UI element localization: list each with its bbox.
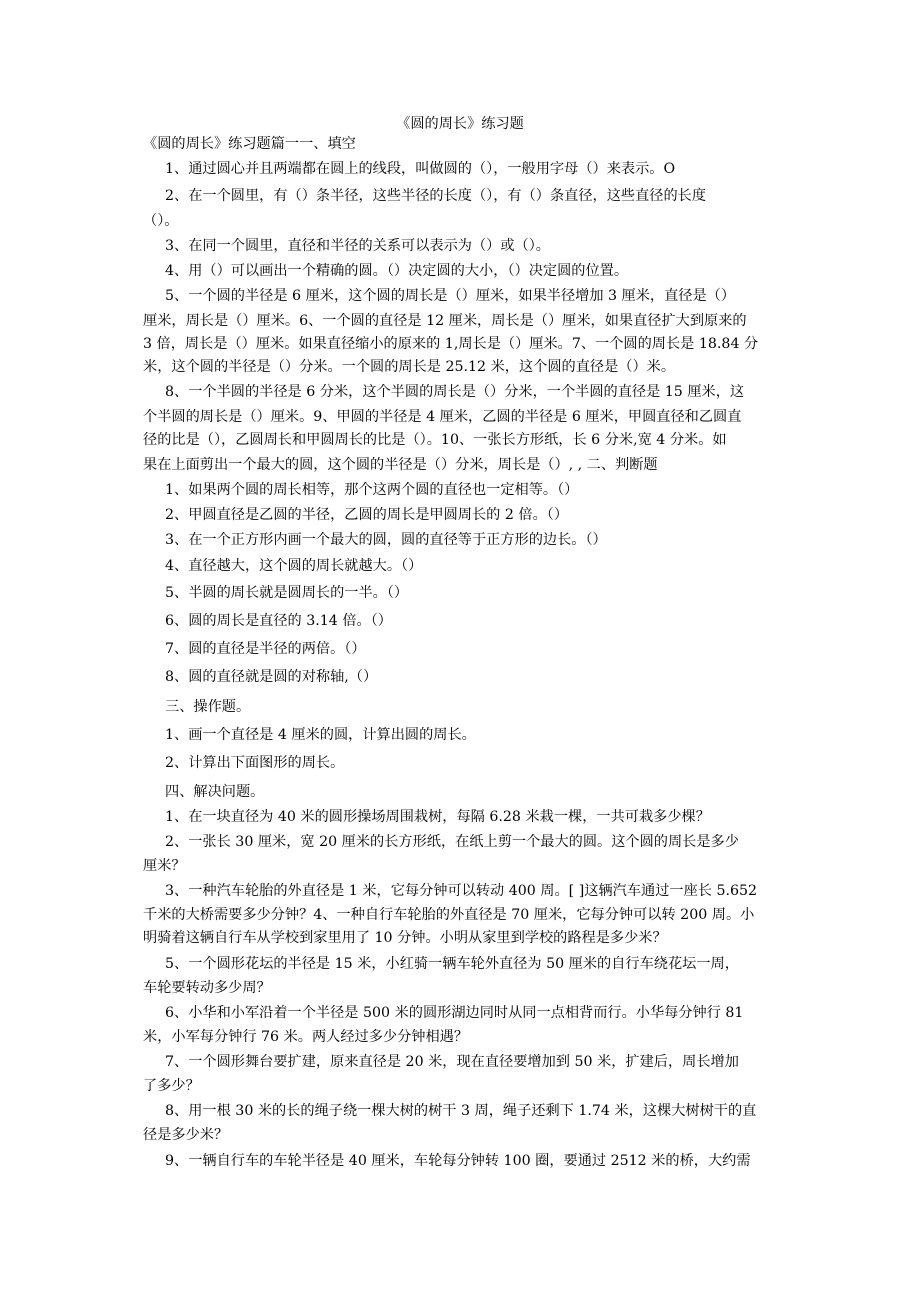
judgement-item: 1、如果两个圆的周长相等，那个这两个圆的直径也一定相等。（） bbox=[165, 482, 579, 498]
problem-line: 厘米？ bbox=[143, 858, 186, 874]
judgement-item: 8、圆的直径就是圆的对称轴,（） bbox=[165, 669, 378, 685]
section-heading-operation: 三、操作题。 bbox=[165, 699, 251, 715]
text-line: 果在上面剪出一个最大的圆，这个圆的半径是（）分米，周长是（）, , 二、判断题 bbox=[143, 457, 658, 473]
section-heading-fill-blank: 《圆的周长》练习题篇一一、填空 bbox=[143, 136, 356, 152]
judgement-item: 4、直径越大，这个圆的周长就越大。（） bbox=[165, 558, 423, 574]
judgement-item: 2、甲圆直径是乙圆的半径，乙圆的周长是甲圆周长的 2 倍。（） bbox=[165, 507, 569, 523]
text-line: 厘米，周长是（）厘米。6、一个圆的直径是 12 厘米，周长是（）厘米，如果直径扩大到原来的 bbox=[143, 313, 747, 329]
text-line: 4、用（）可以画出一个精确的圆。（）决定圆的大小，（）决定圆的位置。 bbox=[165, 263, 629, 279]
text-line: 个半圆的周长是（）厘米。9、甲圆的半径是 4 厘米，乙圆的半径是 6 厘米，甲圆直径和乙圆直 bbox=[143, 409, 742, 425]
text-line: 3 倍，周长是（）厘米。如果直径缩小的原来的 1,周长是（）厘米。7、一个圆的周长是 18.84 分 bbox=[143, 336, 759, 352]
problem-line: 千米的大桥需要多少分钟？4、一种自行车轮胎的外直径是 70 厘米，它每分钟可以转 200 周。小 bbox=[143, 907, 755, 923]
operation-item: 2、计算出下面图形的周长。 bbox=[165, 755, 345, 771]
problem-line: 5、一个圆形花坛的半径是 15 米，小红骑一辆车轮外直径为 50 厘米的自行车绕花坛一周， bbox=[165, 956, 739, 972]
judgement-item: 6、圆的周长是直径的 3.14 倍。（） bbox=[165, 613, 392, 629]
text-line: 径的比是（），乙圆周长和甲圆周长的比是（）。10、一张长方形纸，长 6 分米,宽 4 分米。如 bbox=[143, 432, 727, 448]
problem-line: 9、一辆自行车的车轮半径是 40 厘米，车轮每分钟转 100 圈，要通过 2512 米的桥，大约需 bbox=[165, 1153, 751, 1169]
text-line: 5、一个圆的半径是 6 厘米，这个圆的周长是（）厘米，如果半径增加 3 厘米，直径是（） bbox=[165, 288, 736, 304]
problem-line: 3、一种汽车轮胎的外直径是 1 米，它每分钟可以转动 400 周。[ ]这辆汽车通过一座长 5.652 bbox=[165, 883, 758, 899]
problem-line: 7、一个圆形舞台要扩建，原来直径是 20 米，现在直径要增加到 50 米，扩建后，周长增加 bbox=[165, 1054, 739, 1070]
text-line: （）。 bbox=[143, 213, 179, 229]
text-line: 米，这个圆的半径是（）分米。一个圆的周长是 25.12 米，这个圆的直径是（）米。 bbox=[143, 359, 676, 375]
problem-line: 米，小军每分钟行 76 米。两人经过多少分钟相遇？ bbox=[143, 1029, 469, 1045]
problem-line: 2、一张长 30 厘米，宽 20 厘米的长方形纸，在纸上剪一个最大的圆。这个圆的周长是多少 bbox=[165, 834, 739, 850]
text-line: 1、通过圆心并且两端都在圆上的线段，叫做圆的（），一般用字母（）来表示。O bbox=[165, 161, 676, 177]
problem-line: 6、小华和小军沿着一个半径是 500 米的圆形湖边同时从同一点相背而行。小华每分钟行 81 bbox=[165, 1005, 744, 1021]
problem-line: 径是多少米？ bbox=[143, 1127, 229, 1143]
problem-line: 明骑着这辆自行车从学校到家里用了 10 分钟。小明从家里到学校的路程是多少米？ bbox=[143, 930, 667, 946]
text-line: 8、一个半圆的半径是 6 分米，这个半圆的周长是（）分米，一个半圆的直径是 15 厘米，这 bbox=[165, 384, 745, 400]
text-line: 2、在一个圆里，有（）条半径，这些半径的长度（），有（）条直径，这些直径的长度 bbox=[165, 188, 707, 204]
judgement-item: 5、半圆的周长就是圆周长的一半。（） bbox=[165, 585, 409, 601]
problem-line: 8、用一根 30 米的长的绳子绕一棵大树的树干 3 周，绳子还剩下 1.74 米，这棵大树树干的直 bbox=[165, 1103, 757, 1119]
problem-line: 1、在一块直径为 40 米的圆形操场周围栽树，每隔 6.28 米栽一棵，一共可栽多少棵？ bbox=[165, 809, 710, 825]
problem-line: 了多少？ bbox=[143, 1078, 200, 1094]
operation-item: 1、画一个直径是 4 厘米的圆，计算出圆的周长。 bbox=[165, 727, 476, 743]
judgement-item: 3、在一个正方形内画一个最大的圆，圆的直径等于正方形的边长。（） bbox=[165, 532, 607, 548]
judgement-item: 7、圆的直径是半径的两倍。（） bbox=[165, 641, 366, 657]
problem-line: 车轮要转动多少周？ bbox=[143, 980, 271, 996]
page-title: 《圆的周长》练习题 bbox=[396, 116, 524, 132]
text-line: 3、在同一个圆里，直径和半径的关系可以表示为（）或（）。 bbox=[165, 238, 550, 254]
section-heading-problems: 四、解决问题。 bbox=[165, 784, 265, 800]
